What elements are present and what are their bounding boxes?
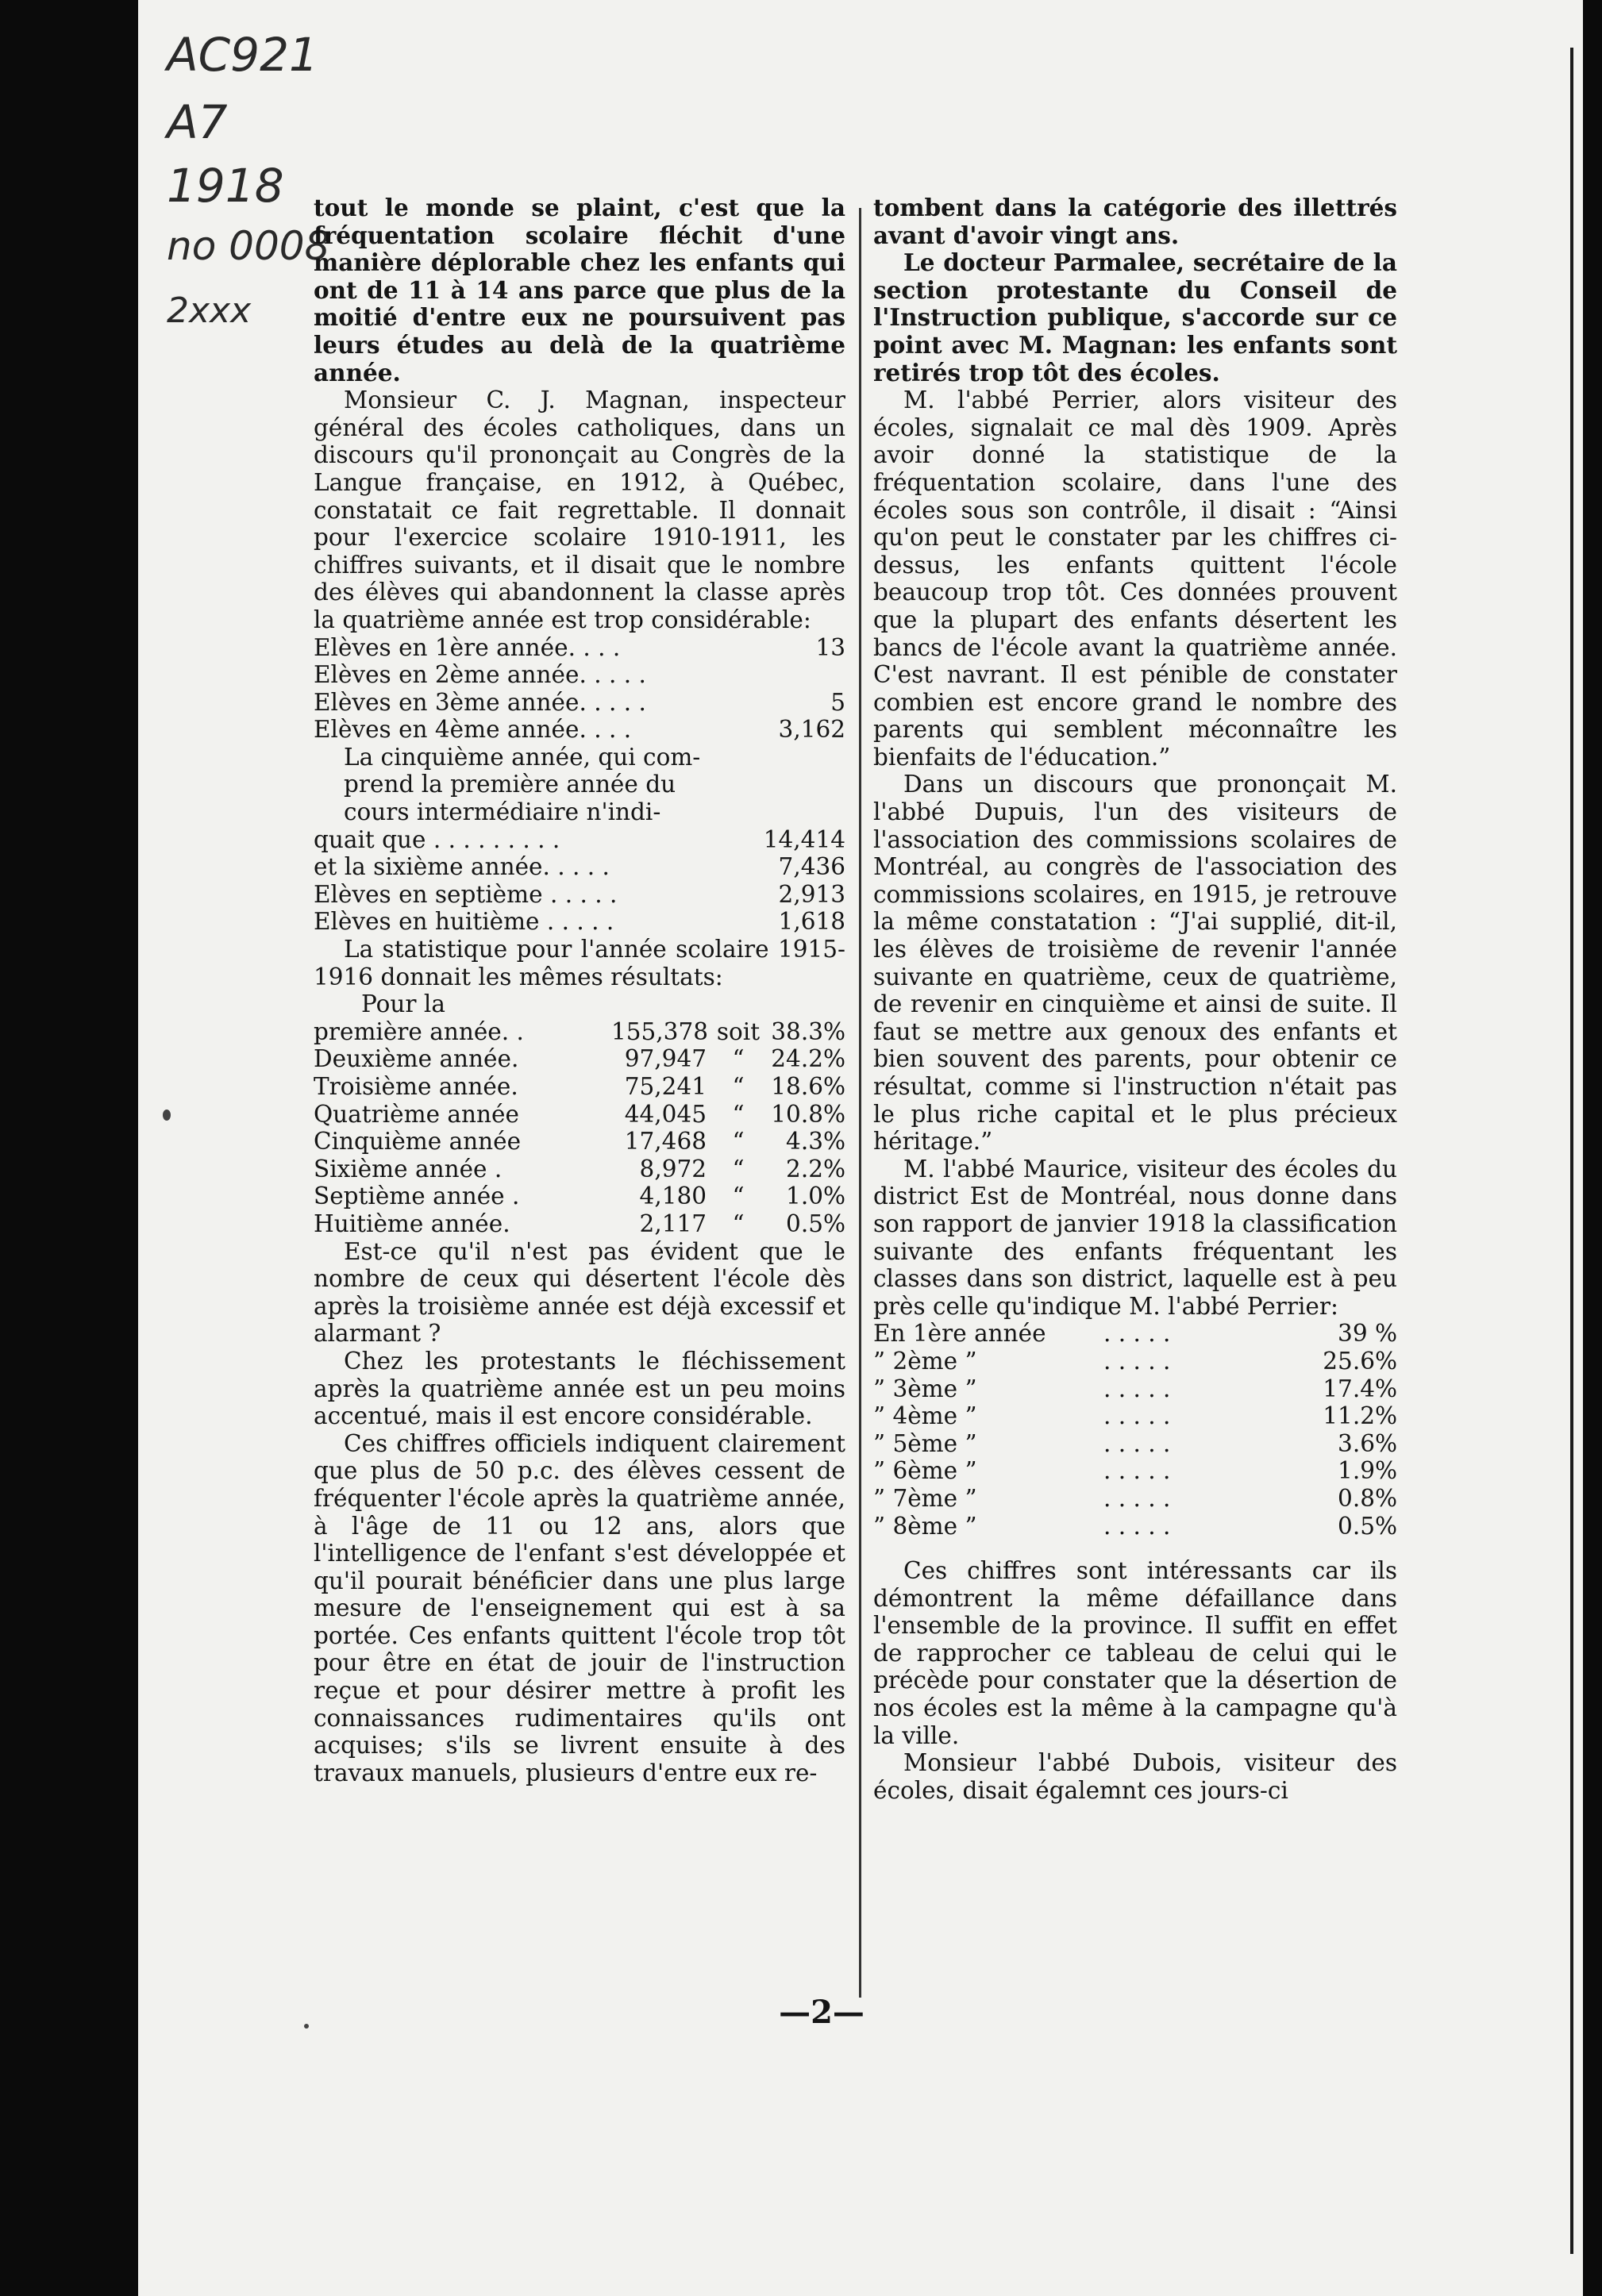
- table-row: et la sixième année. . . . . 7,436: [314, 853, 845, 881]
- paragraph: Ces chiffres sont intéressants car ils démontrent la même défaillance dans l'ensemble de la province. Il suffit en effet de rapprocher ce tableau de celui qui le précède pour constater que la désertion de nos écoles est la même à la campagne qu'à la ville.: [873, 1557, 1397, 1749]
- handwritten-number: no 0008: [167, 223, 330, 269]
- table-row: Sixième année . 8,972 “ 2.2%: [314, 1155, 845, 1183]
- paragraph: Ces chiffres officiels indiquent clairement que plus de 50 p.c. des élèves cessent de fréquenter l'école après la quatrième année, à l'âge de 11 ou 12 ans, alors que l'intelligence de l'enfant s'est développée et qu'il pourait bénéficier dans une plus large mesure de l'enseignement qui est à sa portée. Ces enfants quittent l'école trop tôt pour être en état de jouir de l'instruction reçue et pour désirer mettre à profit les connaissances rudimentaires qu'ils ont acquises; s'ils se livrent ensuite à des travaux manuels, plusieurs d'entre eux re-: [314, 1429, 845, 1786]
- table-row: ” 7ème ” . . . . . 0.8%: [873, 1484, 1397, 1512]
- handwritten-call-number: AC921: [167, 28, 318, 82]
- table-intro: Pour la: [361, 990, 445, 1018]
- left-column: [314, 194, 845, 1786]
- paragraph: M. l'abbé Maurice, visiteur des écoles du district Est de Montréal, nous donne dans son rapport de janvier 1918 la classification suivante des enfants fréquentant les classes dans son district, laquelle est à peu près celle qu'indique M. l'abbé Perrier:: [873, 1155, 1397, 1320]
- table-row: ” 8ème ” . . . . . 0.5%: [873, 1512, 1397, 1540]
- table-row: Elèves en 4ème année. . . . 3,162: [314, 716, 845, 744]
- page-edge-line: [1570, 48, 1573, 2254]
- handwritten-note-a7: A7: [167, 95, 228, 149]
- enrollment-table-1910: [314, 634, 845, 744]
- table-row: Elèves en septième . . . . . 2,913: [314, 880, 845, 908]
- paragraph: tout le monde se plaint, c'est que la fréquentation scolaire fléchit d'une manière déplorable chez les enfants qui ont de 11 à 14 ans parce que plus de la moitié d'entre eux ne poursuivent pas leurs études au delà de la quatrième année.: [314, 194, 845, 387]
- paragraph: La statistique pour l'année scolaire 1915-1916 donnait les mêmes résultats:: [314, 936, 845, 990]
- paragraph: Est-ce qu'il n'est pas évident que le nombre de ceux qui désertent l'école dès après la troisième année est déjà excessif et alarmant ?: [314, 1237, 845, 1348]
- table-note: La cinquième année, qui com- prend la première année du cours intermédiaire n'indi-: [344, 743, 701, 826]
- table-row: En 1ère année . . . . . 39 %: [873, 1320, 1397, 1348]
- table-row: ” 4ème ” . . . . . 11.2%: [873, 1402, 1397, 1430]
- table-row: Elèves en 3ème année. . . . . 5: [314, 688, 845, 716]
- table-row: Elèves en 2ème année. . . . .: [314, 661, 646, 689]
- table-row: Huitième année. 2,117 “ 0.5%: [314, 1210, 845, 1237]
- paragraph: Monsieur C. J. Magnan, inspecteur général des écoles catholiques, dans un discours qu'il prononçait au Congrès de la Langue française, en 1912, à Québec, constatait ce fait regrettable. Il donnait pour l'exercice scolaire 1910-1911, les chiffres suivants, et il disait que le nombre des élèves qui abandonnent la classe après la quatrième année est trop considérable:: [314, 387, 845, 633]
- table-row: quait que . . . . . . . . . 14,414: [314, 825, 845, 853]
- table-row: Deuxième année. 97,947 “ 24.2%: [314, 1045, 845, 1073]
- table-row: ” 2ème ” . . . . . 25.6%: [873, 1347, 1397, 1375]
- table-row: ” 6ème ” . . . . . 1.9%: [873, 1457, 1397, 1485]
- spacer: [873, 1540, 1397, 1557]
- table-row: Quatrième année 44,045 “ 10.8%: [314, 1100, 845, 1128]
- paragraph: M. l'abbé Perrier, alors visiteur des écoles, signalait ce mal dès 1909. Après avoir donné la statistique de la fréquentation scolaire, dans l'une des écoles sous son contrôle, il disait : “Ainsi qu'on peut le constater par les chiffres ci-dessus, les enfants quittent l'école beaucoup trop tôt. Ces données prouvent que la plupart des enfants désertent les bancs de l'école avant la quatrième année. C'est navrant. Il est pénible de constater combien est encore grand le nombre des parents qui semblent méconnaître les bienfaits de l'éducation.”: [873, 387, 1397, 771]
- table-row: ” 5ème ” . . . . . 3.6%: [873, 1429, 1397, 1457]
- table-row: ” 3ème ” . . . . . 17.4%: [873, 1375, 1397, 1402]
- handwritten-year: 1918: [167, 159, 284, 213]
- paragraph: Le docteur Parmalee, secrétaire de la section protestante du Conseil de l'Instruction publique, s'accorde sur ce point avec M. Magnan: les enfants sont retirés trop tôt des écoles.: [873, 248, 1397, 387]
- table-row: Troisième année. 75,241 “ 18.6%: [314, 1073, 845, 1100]
- scan-speck: [304, 2024, 309, 2029]
- table-row: Elèves en 1ère année. . . . 13: [314, 633, 845, 661]
- column-divider: [859, 208, 861, 1998]
- scan-speck: [163, 1110, 171, 1121]
- paragraph: Dans un discours que prononçait M. l'abbé Dupuis, l'un des visiteurs de l'association des commissions scolaires de Montréal, au congrès de l'association des commissions scolaires, en 1915, je retrouve la même constatation : “J'ai supplié, dit-il, les élèves de troisième de revenir l'année suivante en quatrième, ceux de quatrième, de revenir en cinquième et ainsi de suite. Il faut se mettre aux genoux des enfants et bien souvent des parents, pour obtenir ce résultat, comme si l'instruction n'était pas le plus riche capital et le plus précieux héritage.”: [873, 771, 1397, 1156]
- right-column: [873, 194, 1397, 1804]
- paragraph: Monsieur l'abbé Dubois, visiteur des écoles, disait égalemnt ces jours-ci: [873, 1749, 1397, 1804]
- classification-table-1918: [873, 1320, 1397, 1540]
- enrollment-table-upper: [314, 826, 845, 936]
- paragraph: tombent dans la catégorie des illettrés avant d'avoir vingt ans.: [873, 194, 1397, 249]
- table-row: Cinquième année 17,468 “ 4.3%: [314, 1128, 845, 1156]
- paragraph: Chez les protestants le fléchissement après la quatrième année est un peu moins accentué, mais il est encore considérable.: [314, 1347, 845, 1430]
- table-row: Septième année . 4,180 “ 1.0%: [314, 1183, 845, 1210]
- page-number: —2—: [779, 1994, 865, 2031]
- table-row: Elèves en huitième . . . . . 1,618: [314, 908, 845, 936]
- enrollment-table-1915: [314, 1018, 845, 1238]
- table-row: première année. . 155,378 soit 38.3%: [314, 1017, 845, 1045]
- handwritten-mark: 2xxx: [167, 290, 252, 331]
